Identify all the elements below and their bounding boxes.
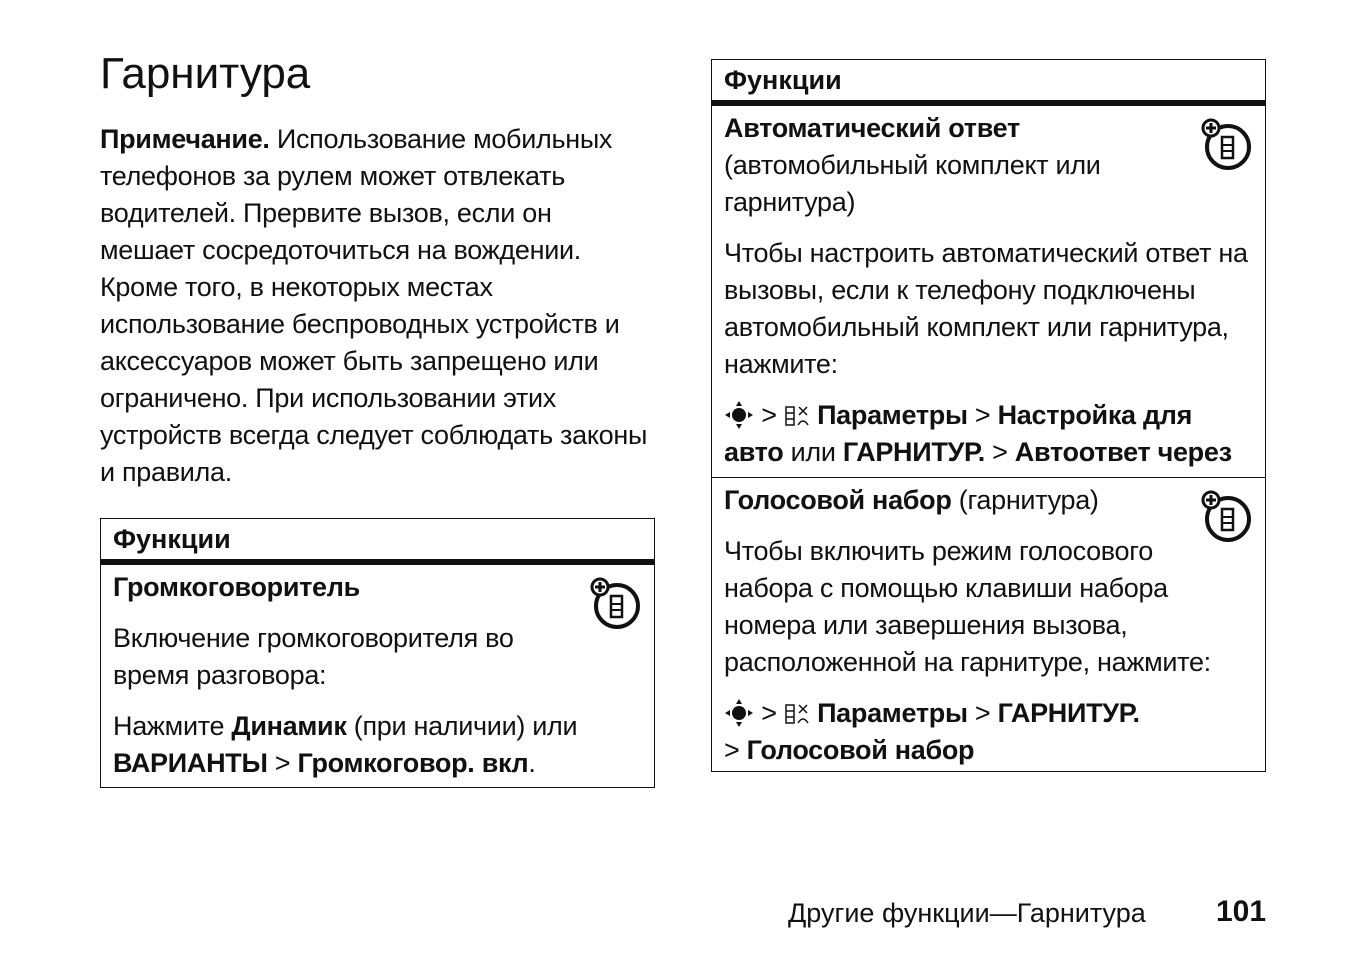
safety-note [100,121,648,491]
feature-subtitle: (гарнитура) [951,485,1099,515]
feature-row-voice-dial [712,477,1265,775]
note-text: Использование мобильных телефонов за рулем может отвлекать водителей. Прервите вызов, если он мешает сосредоточиться на вождении. Кроме того, в некоторых местах использование беспроводных устройств и аксессуаров может быть запрещено или ограничено. При использовании этих устройств всегда следует соблюдать законы и правила. [100,124,648,487]
page-number: 101 [1216,895,1267,928]
network-feature-icon [590,577,642,629]
menu-path: > Параметры > ГАРНИТУР. > Голосовой набор [724,698,1140,765]
feature-description: Чтобы включить режим голосового набора с помощью клавиши набора номера или завершения вызова, расположенной на гарнитуре, нажмите: [724,536,1211,677]
footer-section-title: Другие функции—Гарнитура [788,898,1146,928]
network-feature-icon [1201,118,1253,170]
feature-description: Чтобы настроить автоматический ответ на вызовы, если к телефону подключены автомобильный комплект или гарнитура, нажмите: [724,238,1248,379]
page-title: Гарнитура [100,49,311,98]
feature-title: Автоматический ответ [724,113,1020,143]
settings-icon [784,702,810,726]
right-features-table [711,59,1266,772]
nav-key-icon [724,698,754,728]
feature-title: Громкоговоритель [113,572,360,602]
feature-row-speakerphone [101,565,654,788]
feature-row-auto-answer [712,106,1265,477]
feature-subtitle: (автомобильный комплект или гарнитура) [724,150,1101,217]
note-label: Примечание. [100,124,270,154]
network-feature-icon [1201,490,1253,542]
feature-description: Включение громкоговорителя во время разговора: [113,623,514,690]
settings-icon [784,404,810,428]
nav-key-icon [724,400,754,430]
feature-instruction: Нажмите Динамик (при наличии) или ВАРИАНТЫ > Громкоговор. вкл. [113,711,578,778]
menu-path: > Параметры > Настройка для авто или ГАРНИТУР. > Автоответ через [724,400,1232,467]
feature-title: Голосовой набор [724,485,952,515]
right-table-header: Функции [712,60,1265,106]
left-table-header: Функции [101,519,654,565]
left-features-table [100,518,655,788]
